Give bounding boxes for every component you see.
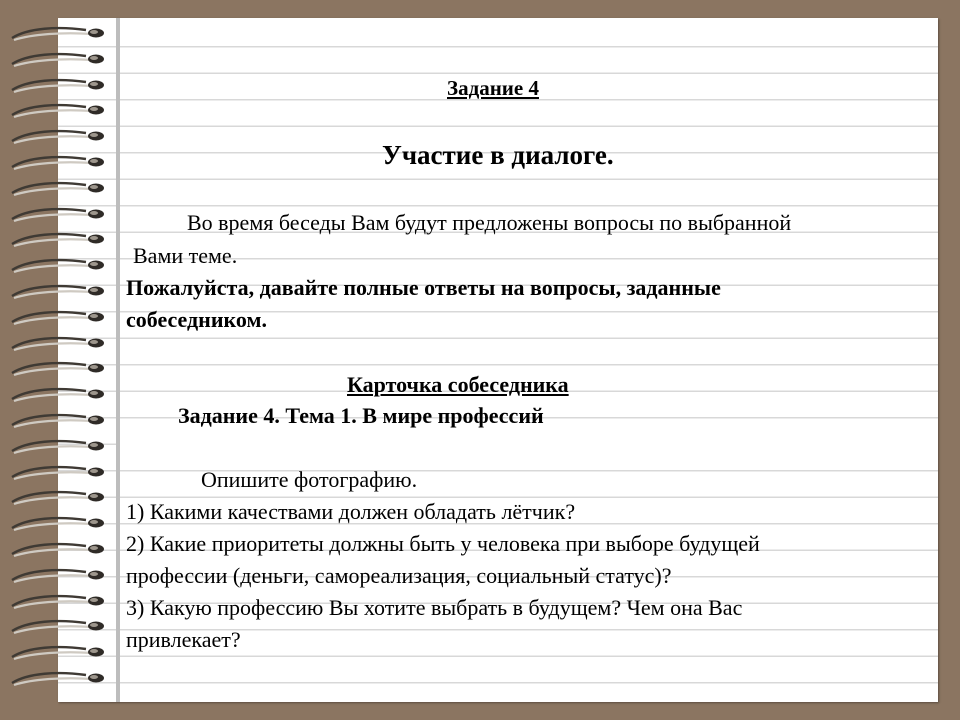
spiral-coil (8, 359, 112, 379)
spiral-coil (8, 592, 112, 612)
spiral-coil (8, 127, 112, 147)
spiral-coil (8, 643, 112, 663)
question-3-line-2: привлекает? (126, 627, 241, 652)
question-2-line-1: 2) Какие приоритеты должны быть у человека при выборе будущей (126, 531, 760, 556)
spiral-coil (8, 230, 112, 250)
intro-line-1: Во время беседы Вам будут предложены вопросы по выбранной (187, 210, 792, 235)
intro-line-2: Вами теме. (133, 243, 238, 268)
spiral-coil (8, 617, 112, 637)
page-gap (120, 443, 938, 465)
spiral-coil (8, 308, 112, 328)
spiral-coil (8, 282, 112, 302)
spiral-coil (8, 385, 112, 405)
spiral-coil (8, 411, 112, 431)
spiral-coil (8, 101, 112, 121)
card-title: Карточка собеседника (347, 372, 569, 397)
spiral-coil (8, 179, 112, 199)
spiral-coil (8, 488, 112, 508)
instruction-line-2: собеседником. (126, 307, 267, 332)
spiral-coil (8, 256, 112, 276)
spiral-coil (8, 540, 112, 560)
spiral-coil (8, 153, 112, 173)
page-title: Участие в диалоге. (382, 140, 614, 170)
task-topic: Задание 4. Тема 1. В мире профессий (178, 403, 544, 428)
spiral-coil (8, 669, 112, 689)
spiral-binding-icon (8, 24, 112, 704)
spiral-coil (8, 205, 112, 225)
question-1: 1) Какими качествами должен обладать лётчик? (126, 499, 576, 524)
spiral-coil (8, 50, 112, 70)
spiral-coil (8, 334, 112, 354)
spiral-coil (8, 76, 112, 96)
describe-photo-prompt: Опишите фотографию. (201, 467, 418, 492)
spiral-coil (8, 514, 112, 534)
question-2-line-2: профессии (деньги, самореализация, социальный статус)? (126, 563, 672, 588)
spiral-coil (8, 566, 112, 586)
spiral-coil (8, 24, 112, 44)
spiral-coil (8, 463, 112, 483)
margin-line (116, 18, 120, 702)
question-3-line-1: 3) Какую профессию Вы хотите выбрать в будущем? Чем она Вас (126, 595, 743, 620)
task-number-heading: Задание 4 (447, 76, 539, 100)
spiral-coil (8, 437, 112, 457)
instruction-line-1: Пожалуйста, давайте полные ответы на вопросы, заданные (126, 275, 721, 300)
